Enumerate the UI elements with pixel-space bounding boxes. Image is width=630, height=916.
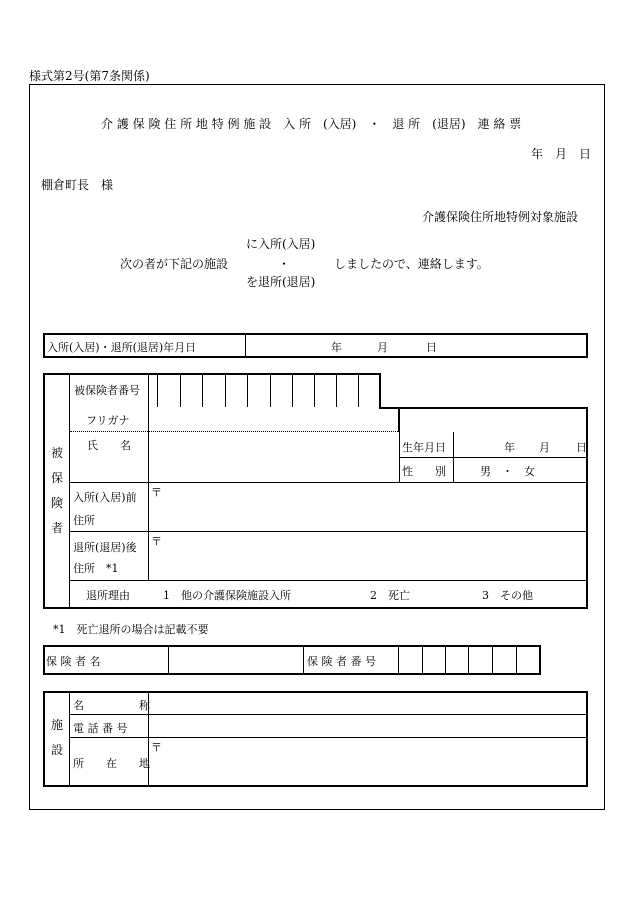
- insurer-number-label: 保 険 者 番 号: [307, 655, 376, 668]
- next-address-postal: 〒: [151, 535, 162, 548]
- footnote: *1 死亡退所の場合は記載不要: [53, 623, 209, 636]
- move-date-label: 入所(入居)・退所(退居)年月日: [47, 341, 197, 354]
- sex-label: 性 別: [402, 465, 446, 478]
- facility-side-label: 施 設: [50, 718, 63, 757]
- facility-address-label: 所 在 地: [73, 757, 150, 770]
- notice-tail: しましたので、連絡します。: [334, 257, 489, 271]
- facility-address-field[interactable]: [149, 738, 586, 786]
- facility-postal: 〒: [151, 741, 162, 754]
- facility-phone-label: 電 話 番 号: [73, 722, 128, 735]
- birth-label: 生年月日: [402, 441, 446, 454]
- facility-name-label: 名 称: [73, 699, 150, 712]
- prev-address-field[interactable]: [149, 483, 586, 531]
- move-date-year: 年: [331, 341, 342, 354]
- option-in: に入所(入居): [246, 237, 316, 251]
- furigana-label: フリガナ: [86, 414, 130, 427]
- move-date-day: 日: [426, 341, 437, 354]
- insured-number-label: 被保険者番号: [74, 384, 140, 397]
- prev-address-label: 入所(入居)前: [73, 491, 137, 504]
- reason-3[interactable]: 3 その他: [482, 589, 533, 602]
- birth-year: 年: [504, 441, 515, 454]
- notice-dot: ・: [278, 257, 291, 271]
- birth-day: 日: [576, 441, 587, 454]
- facility-phone-field[interactable]: [149, 715, 586, 737]
- name-field[interactable]: [149, 408, 398, 482]
- form-title: 介 護 保 険 住 所 地 特 例 施 設 入 所 (入居) ・ 退 所 (退居) 連 絡 票: [101, 117, 522, 131]
- insurer-name-field[interactable]: [169, 646, 302, 674]
- facility-name-field[interactable]: [149, 692, 586, 714]
- sender-label: 介護保険住所地特例対象施設: [422, 210, 579, 224]
- reason-label: 退所理由: [86, 589, 130, 602]
- insured-side-label: 被 保 険 者: [50, 446, 63, 535]
- addressee: 棚倉町長 様: [41, 178, 114, 192]
- option-out: を退所(退居): [246, 275, 316, 289]
- form-number: 様式第2号(第7条関係): [29, 69, 150, 83]
- next-address-field[interactable]: [149, 532, 586, 579]
- date-line: 年 月 日: [531, 147, 592, 161]
- sex-options[interactable]: 男 ・ 女: [480, 465, 535, 478]
- insurer-name-label: 保 険 者 名: [46, 655, 101, 668]
- birth-month: 月: [539, 441, 550, 454]
- reason-1[interactable]: 1 他の介護保険施設入所: [163, 589, 291, 602]
- prev-address-postal: 〒: [151, 486, 162, 499]
- prev-address-label-2: 住所: [73, 514, 95, 527]
- move-date-month: 月: [377, 341, 388, 354]
- next-address-label: 退所(退居)後: [73, 541, 137, 554]
- notice-lead: 次の者が下記の施設: [120, 257, 229, 271]
- next-address-label-2: 住所 *1: [73, 562, 119, 575]
- name-label: 氏 名: [87, 439, 131, 452]
- reason-2[interactable]: 2 死亡: [370, 589, 410, 602]
